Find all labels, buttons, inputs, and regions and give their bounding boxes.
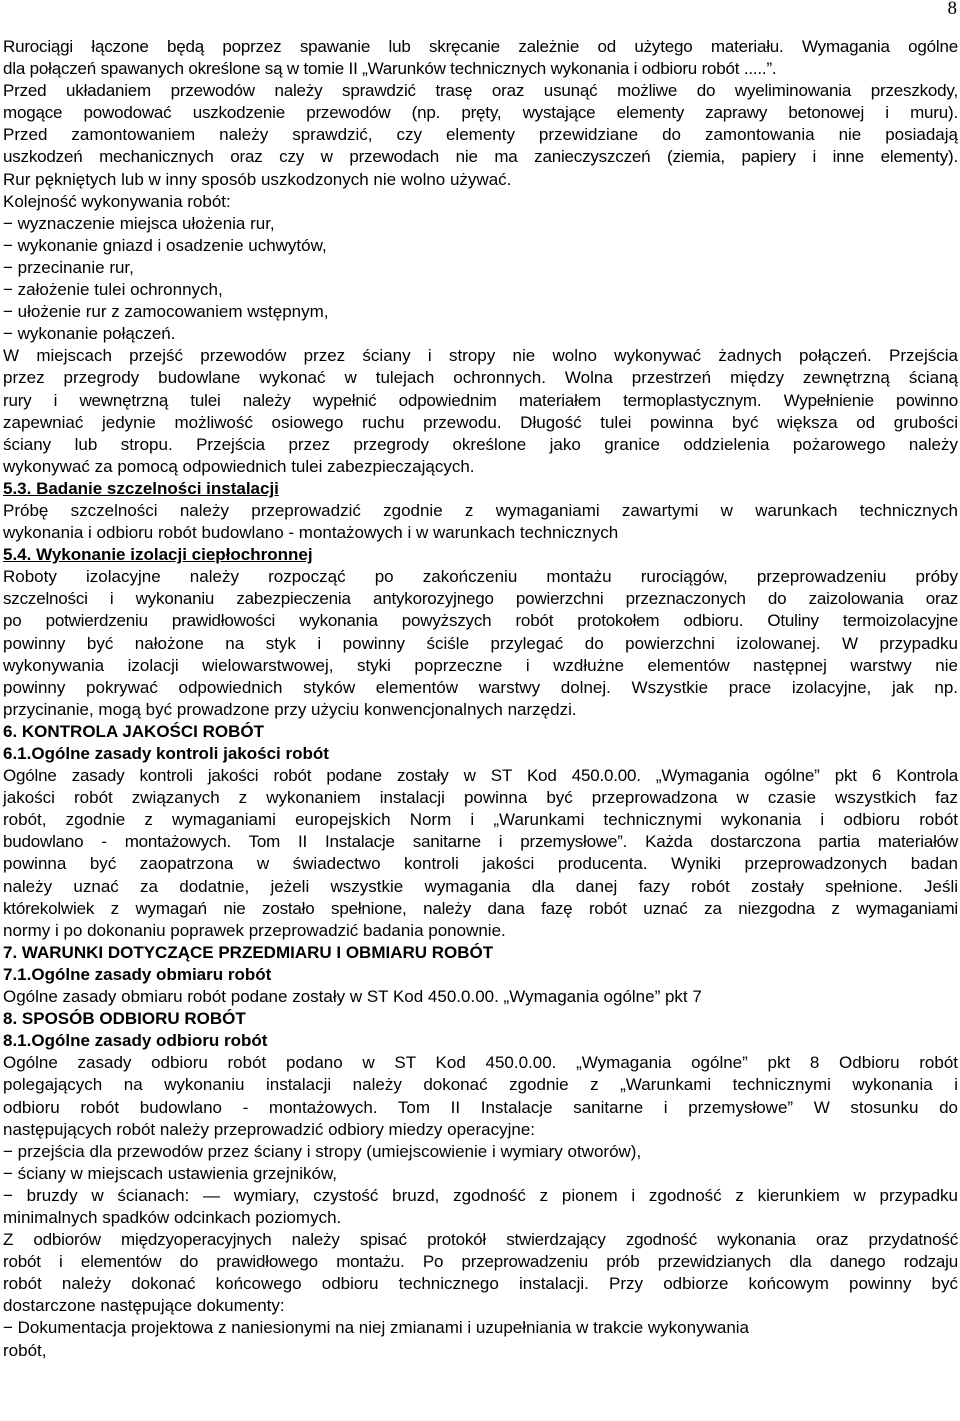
text-line: Z odbiorów międzyoperacyjnych należy spisać protokół stwierdzający zgodność wykonania oraz przydatność — [3, 1230, 958, 1250]
text-line: Ogólne zasady odbioru robót podano w ST Kod 450.0.00. „Wymagania ogólne” pkt 8 Odbioru robót — [3, 1053, 958, 1073]
text-line: polegających na wykonaniu instalacji należy dokonać zgodnie z „Warunkami technicznymi wykonania i — [3, 1075, 958, 1095]
text-line: normy i po dokonaniu poprawek przeprowadzić badania ponownie. — [3, 920, 506, 940]
text-line: wykonania i odbioru robót budowlano - montażowych i w warunkach technicznych — [3, 523, 619, 543]
text-line: należy uznać za dodatnie, jeżeli wszystkie wymagania dla danej fazy robót zostały spełnione. Jeśli — [3, 876, 958, 896]
text-line: − założenie tulei ochronnych, — [3, 280, 223, 300]
section-heading: 6.1.Ogólne zasady kontroli jakości robót — [3, 744, 329, 763]
text-line: następujących robót należy przeprowadzić odbiory miedzy operacyjne: — [3, 1119, 536, 1139]
text-line: − bruzdy w ścianach: — wymiary, czystość bruzd, zgodność z pionem i zgodność z kierunkiem w przypadku — [3, 1185, 958, 1205]
text-line: powinna być zaopatrzona w świadectwo kontroli jakości producenta. Wyniki przeprowadzonych badan — [3, 854, 958, 874]
text-line: − Dokumentacja projektowa z naniesionymi na niej zmianami i uzupełniania w trakcie wykonywania — [3, 1318, 750, 1338]
text-line: − przecinanie rur, — [3, 257, 134, 277]
document-body — [3, 36, 958, 1362]
text-line: powinny być nałożone na styk i powinny ściśle przylegać do powierzchni izolowanej. W przypadku — [3, 633, 958, 653]
text-line: zapewniać jedynie możliwość osiowego ruchu przewodu. Długość tulei powinna być większa od grubości — [3, 412, 958, 432]
text-line: odbioru robót budowlano - montażowych. Tom II Instalacje sanitarne i przemysłowe” W stosunku do — [3, 1097, 958, 1117]
text-line: − przejścia dla przewodów przez ściany i stropy (umiejscowienie i wymiary otworów), — [3, 1141, 642, 1161]
section-heading: 8.1.Ogólne zasady odbioru robót — [3, 1031, 268, 1051]
section-heading: 7. WARUNKI DOTYCZĄCE PRZEDMIARU I OBMIARU ROBÓT — [3, 942, 494, 962]
text-line: Roboty izolacyjne należy rozpocząć po zakończeniu montażu rurociągów, przeprowadzeniu próby — [3, 567, 958, 587]
text-line: Próbę szczelności należy przeprowadzić zgodnie z wymaganiami zawartymi w warunkach technicznych — [3, 500, 958, 520]
text-line: ściany lub stropu. Przejścia przez przegrody określone jako granice oddzielenia pożarowego należy — [3, 434, 958, 454]
page-number: 8 — [947, 0, 957, 19]
text-line: W miejscach przejść przewodów przez ściany i stropy nie wolno wykonywać żadnych połączeń. Przejścia — [3, 346, 958, 366]
text-line: − ściany w miejscach ustawienia grzejników, — [3, 1163, 338, 1183]
text-line: Ogólne zasady obmiaru robót podane zostały w ST Kod 450.0.00. „Wymagania ogólne” pkt 7 — [3, 987, 702, 1007]
text-line: robót i elementów do prawidłowego montażu. Po przeprowadzeniu prób przewidzianych dla danego rodzaju — [3, 1252, 958, 1272]
text-line: uszkodzeń mechanicznych oraz czy w przewodach nie ma zanieczyszczeń (ziemia, papiery i inne elementy). — [3, 147, 958, 167]
section-heading: 5.4. Wykonanie izolacji ciepłochronnej — [3, 545, 313, 565]
text-line: Kolejność wykonywania robót: — [3, 191, 231, 211]
text-line: jakości robót związanych z wykonaniem instalacji powinna być przeprowadzona w czasie wszystkich faz — [3, 788, 958, 808]
text-line: − wyznaczenie miejsca ułożenia rur, — [3, 213, 275, 233]
text-line: wykonywania izolacji wielowarstwowej, styki poprzeczne i wzdłużne elementów następnej warstwy nie — [3, 655, 958, 675]
text-line: dla połączeń spawanych określone są w tomie II „Warunków technicznych wykonania i odbioru robót .....”. — [3, 59, 777, 79]
text-line: robót, — [3, 1340, 47, 1360]
text-line: wykonywać za pomocą odpowiednich tulei zabezpieczających. — [3, 456, 475, 476]
text-line: szczelności i wykonaniu zabezpieczenia antykorozyjnego powierzchni przeznaczonych do zaizolowania oraz — [3, 589, 958, 609]
text-line: Przed układaniem przewodów należy sprawdzić trasę oraz usunąć możliwe do wyeliminowania przeszkody, — [3, 81, 958, 101]
text-line: powinny pokrywać odpowiednich styków elementów warstwy dolnej. Wszystkie prace izolacyjne, jak np. — [3, 677, 958, 697]
section-heading: 7.1.Ogólne zasady obmiaru robót — [3, 964, 272, 984]
text-line: minimalnych spadków odcinkach poziomych. — [3, 1207, 342, 1227]
text-line: przycinanie, mogą być prowadzone przy użyciu konwencjonalnych narzędzi. — [3, 699, 577, 719]
text-line: po potwierdzeniu prawidłowości wykonania powyższych robót protokołem odbioru. Otuliny termoizolacyjne — [3, 611, 958, 631]
text-line: robót, zgodnie z wymaganiami europejskich Norm i „Warunkami technicznymi wykonania i odbioru robót — [3, 810, 958, 830]
text-line: − wykonanie połączeń. — [3, 324, 176, 344]
section-heading: 8. SPOSÓB ODBIORU ROBÓT — [3, 1009, 246, 1029]
text-line: Rurociągi łączone będą poprzez spawanie lub skręcanie zależnie od użytego materiału. Wymagania ogólne — [3, 37, 958, 56]
text-line: budowlano - montażowych. Tom II Instalacje sanitarne i przemysłowe”. Każda dostarczona partia materiałów — [3, 832, 958, 852]
text-line: dostarczone następujące dokumenty: — [3, 1296, 285, 1316]
text-line: mogące powodować uszkodzenie przewodów (np. pręty, wystające elementy zaprawy betonowej i muru). — [3, 103, 958, 123]
text-line: rury i wewnętrzną tulei należy wypełnić odpowiednim materiałem termoplastycznym. Wypełnienie powinno — [3, 390, 958, 410]
text-line: − ułożenie rur z zamocowaniem wstępnym, — [3, 302, 329, 322]
text-line: Ogólne zasady kontroli jakości robót podane zostały w ST Kod 450.0.00. „Wymagania ogólne” pkt 6 Kontrola — [3, 766, 958, 786]
section-heading: 6. KONTROLA JAKOŚCI ROBÓT — [3, 721, 264, 741]
text-line: przez przegrody budowlane wykonać w tulejach ochronnych. Wolna przestrzeń między zewnętrzną ścianą — [3, 368, 958, 388]
section-heading: 5.3. Badanie szczelności instalacji — [3, 478, 279, 498]
text-line: − wykonanie gniazd i osadzenie uchwytów, — [3, 235, 327, 255]
text-line: robót należy dokonać końcowego odbioru technicznego instalacji. Przy odbiorze końcowym powinny być — [3, 1274, 958, 1294]
text-line: Przed zamontowaniem należy sprawdzić, czy elementy przewidziane do zamontowania nie posiadają — [3, 125, 958, 145]
text-line: Rur pękniętych lub w inny sposób uszkodzonych nie wolno używać. — [3, 169, 512, 189]
text-line: którekolwiek z wymagań nie zostało spełnione, należy dana fazę robót uznać za niezgodna z wymaganiami — [3, 898, 958, 918]
